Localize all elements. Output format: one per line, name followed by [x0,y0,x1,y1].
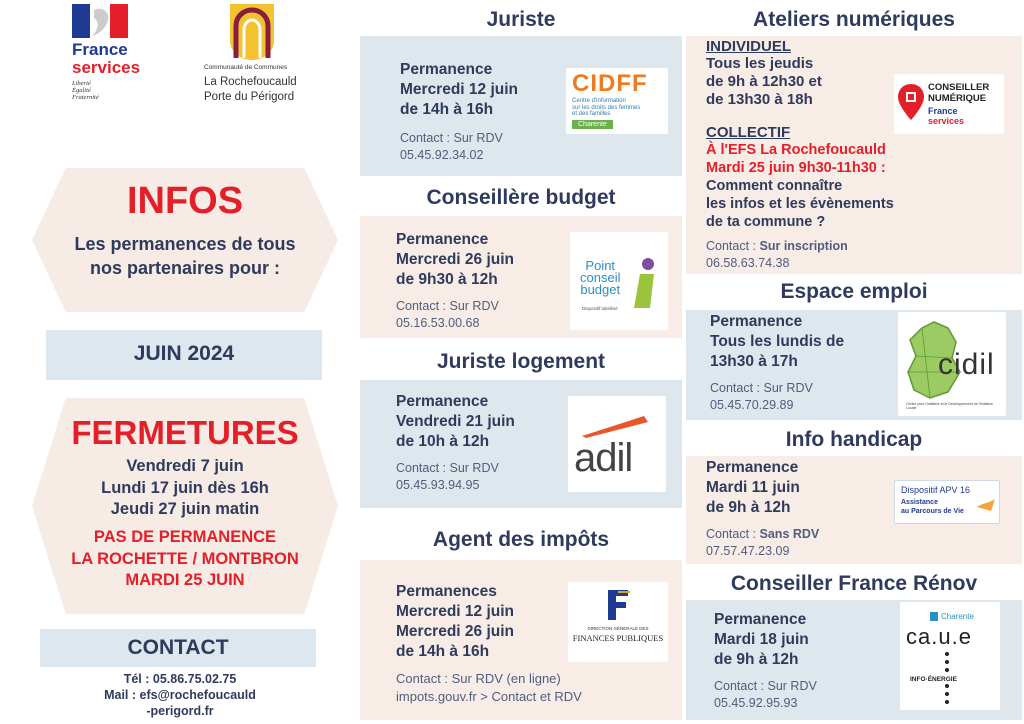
emploi-line-2: Tous les lundis de [710,333,845,350]
cidff-tag: Charente [572,120,613,129]
fermeture-date-3: Jeudi 27 juin matin [110,500,260,518]
renov-line-2: Mardi 18 juin [714,631,809,648]
collectif-line-2: les infos et les évènements [706,196,894,212]
pcb-small: Dispositif labellisé [582,306,618,311]
pcb-line-2: conseil [580,270,621,285]
arch-emblem-icon [230,4,274,60]
collectif-label: COLLECTIF [706,124,791,141]
budget-phone: 05.16.53.00.68 [396,316,480,330]
adil-name: adil [574,436,633,480]
logement-contact: Contact : Sur RDV [396,461,499,475]
contact-tel: Tél : 05.86.75.02.75 [123,672,237,686]
cidil-name: cidil [938,348,995,381]
emploi-line-3: 13h30 à 17h [710,353,798,370]
individuel-line-2: de 9h à 12h30 et [706,73,822,90]
communaute-line2: Porte du Périgord [204,91,295,103]
fermeture-notice-2: LA ROCHETTE / MONTBRON [71,549,299,568]
cn-line-1: CONSEILLER [928,82,990,93]
emploi-title: Espace emploi [780,280,928,303]
logement-title: Juriste logement [436,350,606,373]
logement-line-2: Vendredi 21 juin [396,413,515,430]
cidil-logo [898,312,1006,416]
contact-mail-1: Mail : efs@rochefoucauld [104,688,256,702]
caue-logo [900,602,1000,710]
ateliers-contact-label: Contact : [706,239,757,253]
cidff-text-1: Centre d'information [572,98,626,104]
pcb-line-1: Point [585,258,616,273]
ateliers-title: Ateliers numériques [753,8,955,31]
marianne-icon [72,4,128,38]
pcb-line-3: budget [580,282,621,297]
communaute-small: Communauté de Communes [204,64,288,71]
cidff-text-2: sur les droits des femmes [572,104,641,111]
point-conseil-budget-logo [570,232,668,330]
finances-emblem-icon [604,588,632,622]
fermeture-notice-3: MARDI 25 JUIN [125,571,245,589]
motto-3: Fraternité [72,94,99,101]
handicap-contact-label: Contact : [706,527,757,541]
contact-title: CONTACT [127,636,229,659]
ateliers-phone: 06.58.63.74.38 [706,256,790,270]
juriste-contact: Contact : Sur RDV [400,131,503,145]
roof-icon [582,414,652,438]
motto-1: Liberté [72,80,91,87]
juriste-line-2: Mercredi 12 juin [400,81,519,98]
budget-title: Conseillère budget [426,186,616,209]
communaute-line1: La Rochefoucauld [204,76,297,88]
month-label: JUIN 2024 [133,342,235,365]
fermeture-date-1: Vendredi 7 juin [126,457,244,475]
renov-contact: Contact : Sur RDV [714,679,817,693]
budget-line-1: Permanence [396,231,489,248]
individuel-line-1: Tous les jeudis [706,55,814,72]
caue-name: ca.u.e [906,624,972,649]
infos-title: INFOS [126,180,244,222]
cn-line-2: NUMÉRIQUE [928,93,987,104]
juriste-line-1: Permanence [400,61,493,78]
info-i-icon [632,258,660,310]
renov-line-3: de 9h à 12h [714,651,799,668]
ateliers-contact-value: Sur inscription [759,239,848,253]
map-pin-icon [898,84,924,120]
handicap-line-1: Permanence [706,459,799,476]
individuel-line-3: de 13h30 à 18h [706,91,813,108]
infos-subtitle-2: nos partenaires pour : [89,258,281,278]
caue-small: INFO·ÉNERGIE [910,676,957,683]
budget-line-2: Mercredi 26 juin [396,251,515,268]
motto-2: Égalité [72,87,91,94]
logement-phone: 05.45.93.94.95 [396,478,480,492]
france-services-line2: services [72,58,141,77]
logement-line-1: Permanence [396,393,489,410]
renov-title: Conseiller France Rénov [730,572,978,595]
handicap-title: Info handicap [785,428,923,451]
renov-line-1: Permanence [714,611,807,628]
caue-tag: Charente [930,612,974,621]
individuel-label: INDIVIDUEL [706,38,792,55]
communaute-logo [200,4,330,104]
juriste-line-3: de 14h à 16h [400,101,494,118]
emploi-line-1: Permanence [710,313,803,330]
france-services-logo [72,4,162,104]
impots-line-2: Mercredi 12 juin [396,603,515,620]
france-services-line1: France [72,40,128,59]
handicap-line-3: de 9h à 12h [706,499,791,516]
handicap-contact-value: Sans RDV [759,527,820,541]
cidff-logo [566,68,668,134]
finances-small: DIRECTION GÉNÉRALE DES [587,626,649,631]
contact-mail-2: -perigord.fr [146,704,214,718]
handicap-phone: 07.57.47.23.09 [706,544,790,558]
finances-publiques-logo [568,582,668,662]
apv-line-3: au Parcours de Vie [901,508,964,515]
infos-subtitle-1: Les permanences de tous [74,234,296,254]
conseiller-numerique-logo [894,74,1004,134]
adil-logo [568,396,666,492]
budget-line-3: de 9h30 à 12h [396,271,498,288]
emploi-phone: 05.45.70.29.89 [710,398,794,412]
impots-line-1: Permanences [396,583,497,600]
cidff-text-3: et des familles [572,111,611,117]
renov-phone: 05.45.92.95.93 [714,696,798,710]
impots-line-4: de 14h à 16h [396,643,490,660]
apv-line-2: Assistance [901,499,938,506]
impots-link: impots.gouv.fr > Contact et RDV [396,689,582,704]
impots-contact: Contact : Sur RDV (en ligne) [396,671,561,686]
collectif-red-2: Mardi 25 juin 9h30-11h30 : [706,160,886,176]
cn-brand-1: France [928,106,958,116]
apv16-logo [894,480,1000,524]
finances-name: FINANCES PUBLIQUES [572,633,664,643]
arrow-icon [977,497,997,513]
fermeture-date-2: Lundi 17 juin dès 16h [101,478,269,497]
emploi-contact: Contact : Sur RDV [710,381,813,395]
handicap-line-2: Mardi 11 juin [706,479,800,496]
collectif-line-3: de ta commune ? [706,214,826,230]
impots-title: Agent des impôts [432,528,610,551]
collectif-red-1: À l'EFS La Rochefoucauld [706,142,886,158]
logement-line-3: de 10h à 12h [396,433,490,450]
apv-line-1: Dispositif APV 16 [901,485,971,495]
fermeture-notice-1: PAS DE PERMANENCE [93,528,277,546]
cidil-small: Centre pour l'Initiative et le Développement de l'Initiative Locale [906,402,993,410]
cn-brand-2: services [928,116,965,126]
juriste-title: Juriste [486,8,556,31]
budget-contact: Contact : Sur RDV [396,299,499,313]
cidff-name: CIDFF [572,70,648,97]
collectif-line-1: Comment connaître [706,178,843,194]
fermetures-title: FERMETURES [71,414,299,451]
juriste-phone: 05.45.92.34.02 [400,148,484,162]
impots-line-3: Mercredi 26 juin [396,623,515,640]
